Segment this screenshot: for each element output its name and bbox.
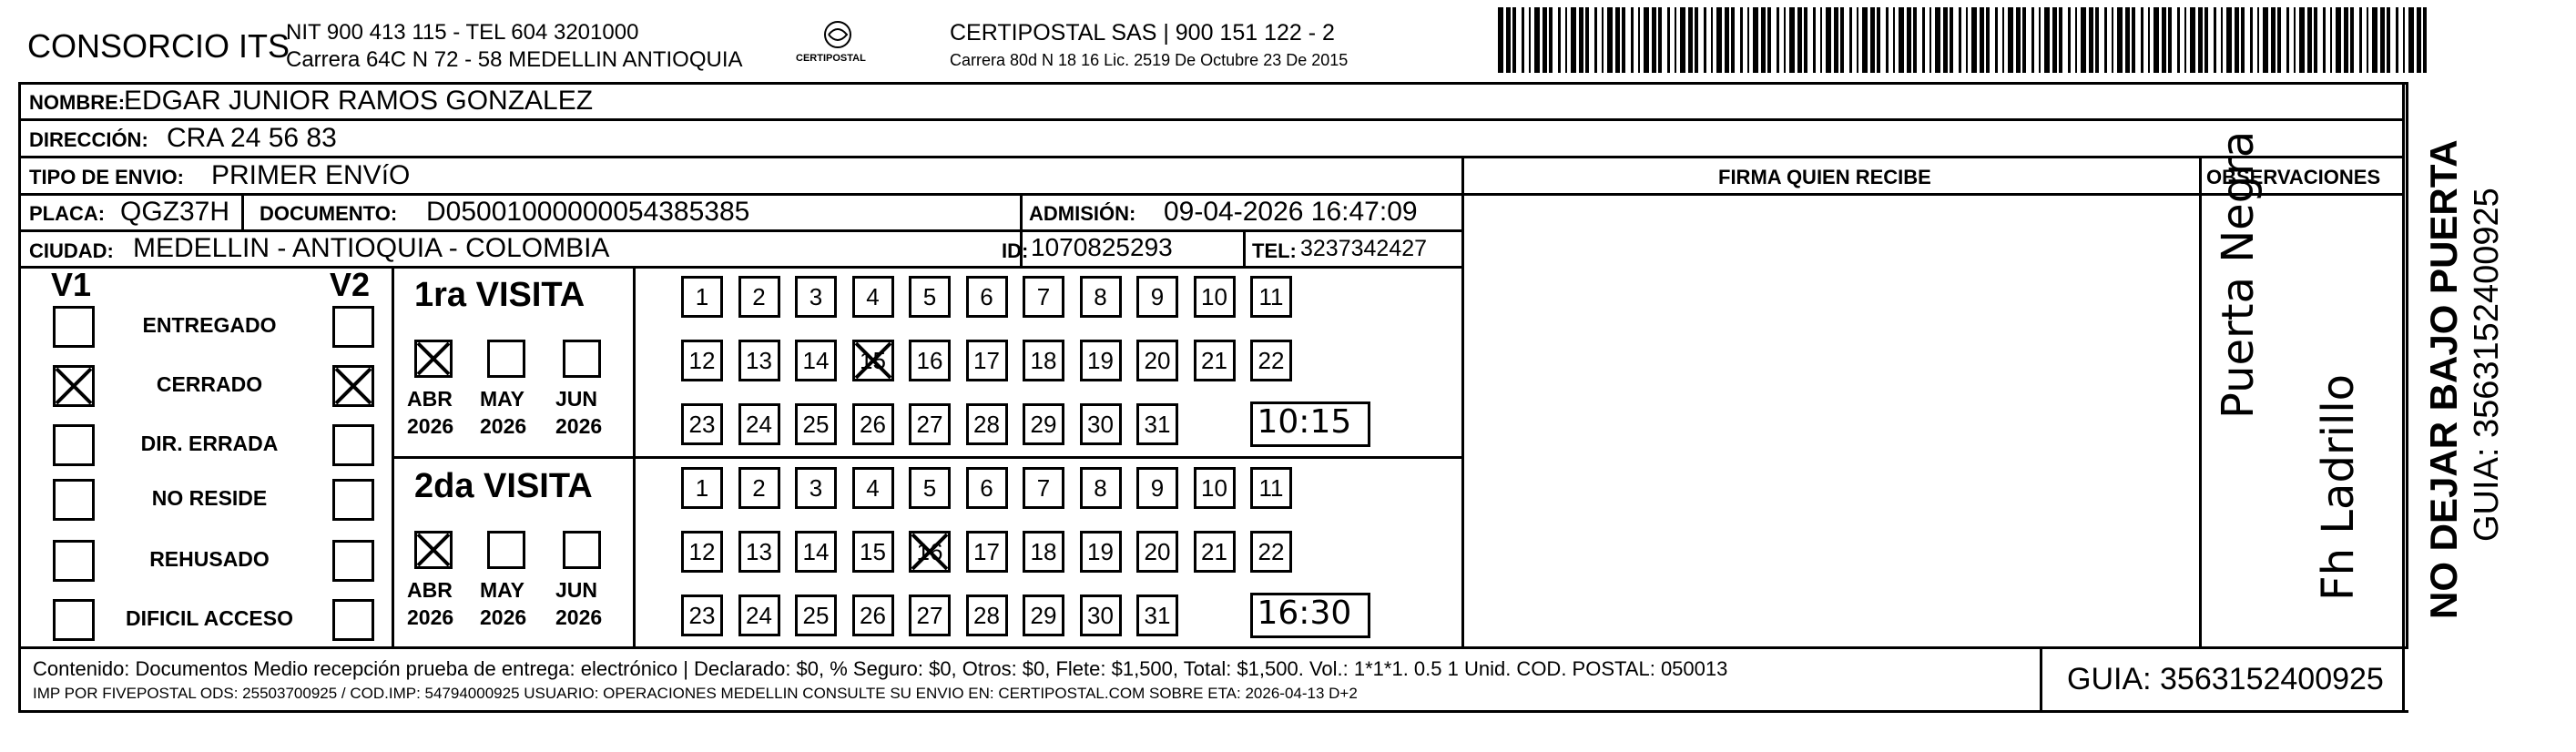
v1-label: V1 — [51, 266, 92, 303]
barcode-bar — [1565, 7, 1567, 73]
barcode-bar — [1695, 7, 1698, 73]
barcode-bar — [1498, 7, 1503, 73]
barcode-bar — [2417, 7, 2421, 73]
day-box-25[interactable]: 25 — [795, 403, 837, 445]
day-box-9[interactable]: 9 — [1136, 467, 1178, 509]
barcode-bar — [1840, 7, 1844, 73]
barcode-bar — [2059, 7, 2062, 73]
side-guia: GUIA: 3563152400925 — [2468, 188, 2506, 542]
document-value: D05001000000054385385 — [426, 197, 750, 227]
barcode-bar — [2141, 7, 2143, 73]
barcode-bar — [1594, 7, 1597, 73]
barcode-bar — [1688, 7, 1693, 73]
barcode-bar — [1740, 7, 1743, 73]
barcode-bar — [2330, 7, 2332, 73]
day-box-18[interactable]: 18 — [1023, 340, 1064, 381]
day-box-16[interactable]: 16 — [909, 531, 951, 573]
barcode-bar — [1529, 7, 1531, 73]
day-box-5[interactable]: 5 — [909, 467, 951, 509]
barcode-bar — [1711, 7, 1713, 73]
check-x-mark — [53, 365, 95, 407]
day-box-23[interactable]: 23 — [681, 403, 723, 445]
barcode-bar — [1877, 7, 1880, 73]
barcode-bar — [2403, 7, 2405, 73]
day-box-26[interactable]: 26 — [852, 403, 894, 445]
barcode-bar — [1929, 7, 1931, 73]
barcode-bar — [1784, 7, 1786, 73]
id-value: 1070825293 — [1031, 233, 1173, 261]
barcode-bar — [1512, 7, 1516, 73]
barcode-bar — [2263, 7, 2268, 73]
barcode-bar — [1579, 7, 1583, 73]
barcode-bar — [2002, 7, 2004, 73]
barcode-bar — [1716, 7, 1722, 73]
city-label: CIUDAD: — [29, 239, 114, 262]
barcode-bar — [1615, 7, 1620, 73]
check-x-mark — [414, 531, 453, 569]
barcode-bar — [2177, 7, 2180, 73]
barcode-bar — [2250, 7, 2253, 73]
day-box-12[interactable]: 12 — [681, 531, 723, 573]
barcode-bar — [1834, 7, 1838, 73]
shipment-type-label: TIPO DE ENVIO: — [29, 166, 184, 188]
day-box-6[interactable]: 6 — [966, 467, 1008, 509]
observation-handwriting-2: Fh Ladrillo — [2313, 373, 2364, 601]
day-box-29[interactable]: 29 — [1023, 594, 1064, 636]
barcode-bar — [1862, 7, 1868, 73]
visit-time-value: 16:30 — [1257, 594, 1352, 632]
barcode-bar — [1899, 7, 1904, 73]
barcode-bar — [2396, 7, 2398, 73]
side-warning: NO DEJAR BAJO PUERTA — [2422, 139, 2465, 619]
visit-month-label: MAY — [480, 578, 524, 602]
barcode-bar — [1761, 7, 1766, 73]
barcode-bar — [2104, 7, 2107, 73]
barcode-bar — [2075, 7, 2077, 73]
day-box-3[interactable]: 3 — [795, 467, 837, 509]
barcode-bar — [1767, 7, 1771, 73]
day-box-7[interactable]: 7 — [1023, 467, 1064, 509]
barcode-bar — [1849, 7, 1852, 73]
day-box-29[interactable]: 29 — [1023, 403, 1064, 445]
visit-year-label: 2026 — [555, 605, 603, 629]
barcode-bar — [1667, 7, 1670, 73]
visit-month-checkbox[interactable] — [487, 340, 525, 378]
barcode-bar — [2359, 7, 2362, 73]
barcode-bar — [2235, 7, 2239, 73]
status-label-0: ENTREGADO — [142, 313, 277, 337]
day-box-8[interactable]: 8 — [1080, 467, 1122, 509]
barcode-bar — [1753, 7, 1758, 73]
barcode-bar — [1857, 7, 1858, 73]
barcode-bar — [2423, 7, 2427, 73]
barcode-bar — [1943, 7, 1948, 73]
barcode-bar — [1935, 7, 1940, 73]
visit-title-0: 1ra VISITA — [414, 276, 585, 314]
day-box-8[interactable]: 8 — [1080, 276, 1122, 318]
visit-year-label: 2026 — [407, 414, 454, 438]
barcode-bar — [2125, 7, 2130, 73]
tel-label: TEL: — [1252, 239, 1297, 262]
recipient-address: CRA 24 56 83 — [167, 123, 337, 153]
barcode-bar — [1907, 7, 1911, 73]
barcode-bar — [2168, 7, 2172, 73]
barcode-bar — [1893, 7, 1895, 73]
visit-month-label: ABR — [407, 387, 453, 411]
barcode-bar — [2257, 7, 2259, 73]
barcode-bar — [2081, 7, 2086, 73]
day-box-18[interactable]: 18 — [1023, 531, 1064, 573]
day-box-30[interactable]: 30 — [1080, 594, 1122, 636]
visit-month-checkbox[interactable] — [563, 531, 601, 569]
day-box-21[interactable]: 21 — [1194, 531, 1236, 573]
id-label: ID: — [1002, 239, 1029, 262]
day-box-15[interactable]: 15 — [852, 340, 894, 381]
day-box-25[interactable]: 25 — [795, 594, 837, 636]
barcode-bar — [1585, 7, 1589, 73]
day-box-23[interactable]: 23 — [681, 594, 723, 636]
company-name: CONSORCIO ITS — [27, 27, 290, 65]
address-label: DIRECCIÓN: — [29, 128, 148, 151]
v2-label: V2 — [330, 266, 371, 303]
barcode-bar — [1913, 7, 1917, 73]
visit-month-label: MAY — [480, 387, 524, 411]
observations-header: OBSERVACIONES — [2206, 166, 2381, 188]
barcode-bar — [1543, 7, 1547, 73]
barcode-bar — [2214, 7, 2216, 73]
day-box-28[interactable]: 28 — [966, 594, 1008, 636]
barcode-bar — [1747, 7, 1749, 73]
barcode-bar — [2117, 7, 2123, 73]
plate-value: QGZ37H — [120, 197, 230, 227]
barcode-bar — [1870, 7, 1875, 73]
barcode-bar — [1622, 7, 1625, 73]
barcode-bar — [1804, 7, 1807, 73]
barcode-bar — [2039, 7, 2041, 73]
barcode-bar — [1971, 7, 1977, 73]
day-box-27[interactable]: 27 — [909, 594, 951, 636]
carrier-address: Carrera 80d N 18 16 Lic. 2519 De Octubre 23 De 2015 — [950, 51, 1349, 69]
status-label-3: NO RESIDE — [151, 486, 268, 510]
day-box-13[interactable]: 13 — [738, 531, 780, 573]
barcode-bar — [1644, 7, 1649, 73]
barcode-bar — [2323, 7, 2326, 73]
status-label-2: DIR. ERRADA — [140, 432, 279, 455]
barcode-bar — [1680, 7, 1685, 73]
barcode-bar — [2307, 7, 2312, 73]
day-box-1[interactable]: 1 — [681, 467, 723, 509]
barcode-bar — [1820, 7, 1822, 73]
barcode-bar — [1658, 7, 1662, 73]
signature-header: FIRMA QUIEN RECIBE — [1718, 166, 1931, 188]
barcode-bar — [2299, 7, 2305, 73]
name-label: NOMBRE: — [29, 91, 126, 114]
barcode-bar — [1986, 7, 1990, 73]
barcode-bar — [1704, 7, 1706, 73]
check-x-mark — [852, 340, 894, 381]
visit-year-label: 2026 — [407, 605, 454, 629]
visit-year-label: 2026 — [480, 605, 527, 629]
day-box-2[interactable]: 2 — [738, 276, 780, 318]
day-box-24[interactable]: 24 — [738, 594, 780, 636]
day-box-4[interactable]: 4 — [852, 276, 894, 318]
carrier-name: CERTIPOSTAL SAS | 900 151 122 - 2 — [950, 20, 1335, 46]
barcode-bar — [2204, 7, 2208, 73]
barcode-bar — [2387, 7, 2390, 73]
day-box-31[interactable]: 31 — [1136, 594, 1178, 636]
day-box-20[interactable]: 20 — [1136, 340, 1178, 381]
barcode-bar — [2148, 7, 2150, 73]
barcode-bar — [1789, 7, 1795, 73]
day-box-2[interactable]: 2 — [738, 467, 780, 509]
visit-month-label: JUN — [555, 578, 598, 602]
barcode-bar — [1506, 7, 1511, 73]
day-box-15[interactable]: 15 — [852, 531, 894, 573]
day-box-6[interactable]: 6 — [966, 276, 1008, 318]
barcode-bar — [1950, 7, 1953, 73]
barcode-bar — [2380, 7, 2385, 73]
day-box-20[interactable]: 20 — [1136, 531, 1178, 573]
visit-title-1: 2da VISITA — [414, 467, 593, 505]
barcode-bar — [2367, 7, 2368, 73]
day-box-14[interactable]: 14 — [795, 340, 837, 381]
barcode-bar — [1675, 7, 1676, 73]
barcode-bar — [1607, 7, 1613, 73]
barcode-bar — [1797, 7, 1802, 73]
barcode-bar — [1571, 7, 1576, 73]
check-x-mark — [414, 340, 453, 378]
barcode-bar — [2241, 7, 2245, 73]
day-box-10[interactable]: 10 — [1194, 276, 1236, 318]
barcode-bar — [2031, 7, 2034, 73]
company-nit: NIT 900 413 115 - TEL 604 3201000 — [286, 20, 639, 45]
barcode-bar — [1966, 7, 1968, 73]
barcode-bar — [1549, 7, 1553, 73]
day-box-21[interactable]: 21 — [1194, 340, 1236, 381]
barcode-bar — [2226, 7, 2232, 73]
barcode-bar — [2372, 7, 2377, 73]
day-box-28[interactable]: 28 — [966, 403, 1008, 445]
day-box-19[interactable]: 19 — [1080, 531, 1122, 573]
barcode-bar — [2016, 7, 2021, 73]
day-box-13[interactable]: 13 — [738, 340, 780, 381]
visit-month-label: JUN — [555, 387, 598, 411]
barcode-bar — [2095, 7, 2099, 73]
admission-value: 09-04-2026 16:47:09 — [1164, 197, 1418, 227]
day-box-22[interactable]: 22 — [1250, 340, 1292, 381]
barcode-bar — [1980, 7, 1984, 73]
barcode-bar — [1652, 7, 1656, 73]
day-box-27[interactable]: 27 — [909, 403, 951, 445]
shipment-type: PRIMER ENVíO — [211, 160, 411, 190]
barcode-bar — [2408, 7, 2414, 73]
barcode-bar — [2344, 7, 2348, 73]
barcode-bar — [2089, 7, 2093, 73]
status-label-1: CERRADO — [156, 372, 263, 396]
day-box-24[interactable]: 24 — [738, 403, 780, 445]
day-box-31[interactable]: 31 — [1136, 403, 1178, 445]
barcode-bar — [2336, 7, 2341, 73]
day-box-19[interactable]: 19 — [1080, 340, 1122, 381]
barcode-bar — [1534, 7, 1540, 73]
footer-imp: IMP POR FIVEPOSTAL ODS: 25503700925 / COD.IMP: 54794000925 USUARIO: OPERACIONES MEDELLIN CONSULTE SU ENVIO EN: CERTIPOSTAL.COM SOBRE ETA: 2026-04-13 D+2 — [33, 685, 1358, 702]
barcode-bar — [1602, 7, 1604, 73]
day-box-3[interactable]: 3 — [795, 276, 837, 318]
day-box-4[interactable]: 4 — [852, 467, 894, 509]
barcode-bar — [2112, 7, 2113, 73]
barcode-bar — [2052, 7, 2057, 73]
company-address: Carrera 64C N 72 - 58 MEDELLIN ANTIOQUIA — [286, 47, 743, 72]
barcode-bar — [1813, 7, 1816, 73]
plate-label: PLACA: — [29, 202, 106, 225]
day-box-12[interactable]: 12 — [681, 340, 723, 381]
barcode-bar — [1725, 7, 1729, 73]
check-x-mark — [332, 365, 374, 407]
visit-month-checkbox[interactable] — [563, 340, 601, 378]
barcode-bar — [1731, 7, 1735, 73]
day-box-16[interactable]: 16 — [909, 340, 951, 381]
day-box-17[interactable]: 17 — [966, 531, 1008, 573]
status-label-4: REHUSADO — [149, 547, 270, 571]
recipient-name: EDGAR JUNIOR RAMOS GONZALEZ — [124, 86, 594, 116]
barcode-bar — [2286, 7, 2289, 73]
day-box-30[interactable]: 30 — [1080, 403, 1122, 445]
barcode-bar — [2008, 7, 2013, 73]
barcode-bar — [2022, 7, 2026, 73]
barcode-bar — [1995, 7, 1998, 73]
barcode-bar — [2314, 7, 2317, 73]
status-label-5: DIFICIL ACCESO — [125, 606, 293, 630]
day-box-7[interactable]: 7 — [1023, 276, 1064, 318]
footer-guia: GUIA: 3563152400925 — [2067, 662, 2384, 696]
barcode-bar — [2190, 7, 2195, 73]
barcode-bar — [2044, 7, 2050, 73]
day-box-1[interactable]: 1 — [681, 276, 723, 318]
barcode-bar — [2068, 7, 2071, 73]
day-box-22[interactable]: 22 — [1250, 531, 1292, 573]
barcode-bar — [1959, 7, 1961, 73]
barcode-bar — [2350, 7, 2354, 73]
barcode-bar — [1631, 7, 1634, 73]
visit-time-value: 10:15 — [1257, 403, 1352, 441]
check-x-mark — [909, 531, 951, 573]
visit-year-label: 2026 — [480, 414, 527, 438]
barcode-bar — [2153, 7, 2159, 73]
day-box-5[interactable]: 5 — [909, 276, 951, 318]
barcode-bar — [2162, 7, 2166, 73]
logo-text: CERTIPOSTAL — [796, 53, 866, 64]
day-box-10[interactable]: 10 — [1194, 467, 1236, 509]
barcode-bar — [1777, 7, 1779, 73]
visit-year-label: 2026 — [555, 414, 603, 438]
barcode-bar — [1886, 7, 1889, 73]
day-box-9[interactable]: 9 — [1136, 276, 1178, 318]
barcode-bar — [2132, 7, 2135, 73]
city-value: MEDELLIN - ANTIOQUIA - COLOMBIA — [133, 233, 610, 263]
certipostal-logo — [792, 16, 883, 71]
visit-month-checkbox[interactable] — [487, 531, 525, 569]
barcode-bar — [2198, 7, 2203, 73]
barcode — [1498, 0, 2431, 77]
barcode-bar — [1922, 7, 1925, 73]
observation-handwriting-1: Puerta Negra — [2213, 130, 2264, 419]
tel-value: 3237342427 — [1300, 236, 1428, 261]
barcode-bar — [2277, 7, 2281, 73]
admission-label: ADMISIÓN: — [1029, 202, 1136, 225]
barcode-bar — [1558, 7, 1561, 73]
barcode-bar — [1522, 7, 1524, 73]
day-box-17[interactable]: 17 — [966, 340, 1008, 381]
document-label: DOCUMENTO: — [260, 202, 398, 225]
barcode-bar — [2221, 7, 2223, 73]
visit-month-label: ABR — [407, 578, 453, 602]
day-box-14[interactable]: 14 — [795, 531, 837, 573]
barcode-bar — [2271, 7, 2276, 73]
barcode-bar — [1826, 7, 1831, 73]
day-box-11[interactable]: 11 — [1250, 467, 1292, 509]
barcode-bar — [2294, 7, 2296, 73]
barcode-bar — [2184, 7, 2186, 73]
barcode-bar — [1638, 7, 1640, 73]
footer-content: Contenido: Documentos Medio recepción prueba de entrega: electrónico | Declarado: $0, % Seguro: $0, Otros: $0, Flete: $1,500, Total: $1,500. Vol.: 1*1*1. 0.5 1 Unid. COD. POSTAL: 050013 — [33, 657, 1728, 680]
day-box-11[interactable]: 11 — [1250, 276, 1292, 318]
day-box-26[interactable]: 26 — [852, 594, 894, 636]
